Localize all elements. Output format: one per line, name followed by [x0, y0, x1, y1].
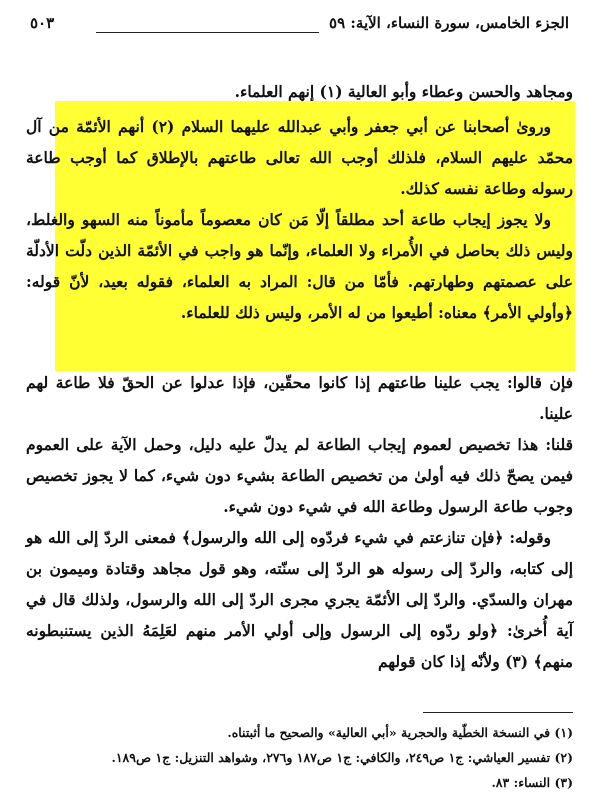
intro-line: ومجاهد والحسن وعطاء وأبو العالية (١) إنهم العلماء. — [234, 82, 573, 101]
page-number: ٥٠٣ — [30, 14, 55, 32]
page-header — [30, 10, 569, 40]
paragraph-reply: قلنا: هذا تخصيص لعموم إيجاب الطاعة لم يدلّ عليه دليل، وحمل الآية على العموم فيمن يصحّ ذلك فيه أولىٰ من تخصيص الطاعة بشيء دون شيء، كما لا يجوز تخصيص وجوب طاعة الرسول وطاعة الله في شيء دون شيء. — [26, 435, 573, 516]
header-title: الجزء الخامس، سورة النساء، الآية: ٥٩ — [329, 14, 569, 32]
paragraph-objection: فإن قالوا: يجب علينا طاعتهم إذا كانوا محقّين، فإذا عدلوا عن الحقّ فلا طاعة لهم علينا. — [26, 373, 573, 423]
highlighted-paragraph-1: وروىٰ أصحابنا عن أبي جعفر وأبي عبدالله عليهما السلام (٢) أنهم الأئمّة من آل محمّد عليهم السلام، فلذلك أوجب الله تعالى طاعتهم بالإطلاق كما أوجب طاعة رسوله وطاعة نفسه كذلك. — [26, 117, 573, 198]
highlighted-paragraph-2: ولا يجوز إيجاب طاعة أحد مطلقاً إلّا مَن كان معصوماً مأموناً منه السهو والغلط، وليس ذلك بحاصل في الأُمراء ولا العلماء، وإنّما هو واجب في الأئمّة الذين دلّت الأدلّة على عصمتهم وطهارتهم. فأمّا من قال: المراد به العلماء، فقوله بعيد، لأنّ قوله: ﴿وأولي الأمر﴾ معناه: أطيعوا من له الأمر، وليس ذلك للعلماء. — [26, 210, 573, 322]
highlighted-passage — [26, 111, 573, 328]
header-rule — [96, 32, 319, 33]
footnote-3: (٣) النساء: ٨٣. — [491, 775, 573, 790]
footnote-separator — [423, 712, 573, 713]
paragraph-verse-commentary: وقوله: ﴿فإن تنازعتم في شيء فردّوه إلى الله والرسول﴾ فمعنى الردّ إلى الله هو إلى كتابه، والردّ إلى رسوله هو الردّ إلى سنّته، وهو قول مجاهد وقتادة وميمون بن مهران والسدّي. والردّ إلى الأئمّة يجري مجرى الردّ إلى الله والرسول، ولذلك قال في آية أُخرىٰ: ﴿ولو ردّوه إلى الرسول وإلى أولي الأمر منهم لعَلِمَهُ الذين يستنبطونه منهم﴾ (٣) ولأنّه إذا كان قولهم — [26, 528, 573, 671]
footnotes — [26, 720, 573, 795]
footnote-2: (٢) تفسير العياشي: ج١ ص٢٤٩، والكافي: ج١ ص١٨٧ و٢٧٦، وشواهد التنزيل: ج١ ص١٨٩. — [111, 750, 573, 765]
footnote-1: (١) في النسخة الخطّية والحجرية «أبي العالية» والصحيح ما أثبتناه. — [227, 725, 573, 740]
body-text — [26, 367, 573, 677]
